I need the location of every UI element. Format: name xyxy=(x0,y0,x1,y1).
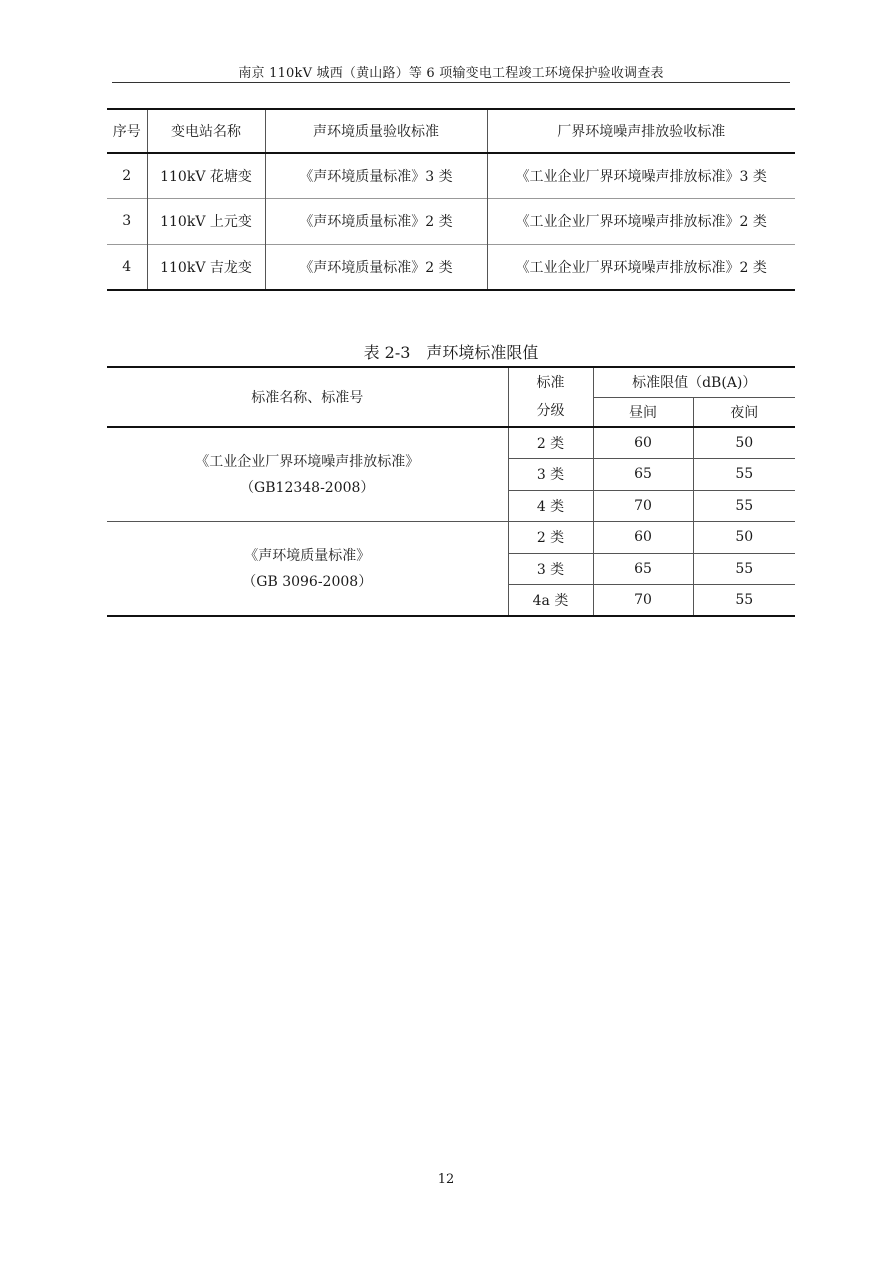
column-header-acoustic-standard: 声环境质量验收标准 xyxy=(265,109,487,153)
row-index: 4 xyxy=(107,244,147,290)
night-limit: 50 xyxy=(693,522,795,554)
column-header-limit: 标准限值（dB(A)） xyxy=(593,367,795,397)
day-limit: 60 xyxy=(593,522,693,554)
night-limit: 55 xyxy=(693,490,795,522)
grade-header-line1: 标准 xyxy=(536,375,565,391)
standard-name: 《工业企业厂界环境噪声排放标准》 xyxy=(195,453,420,470)
row-index: 2 xyxy=(107,153,147,199)
boundary-noise-standard: 《工业企业厂界环境噪声排放标准》3 类 xyxy=(515,169,767,185)
acoustic-standard: 《声环境质量标准》2 类 xyxy=(265,199,487,245)
header-rule xyxy=(112,82,790,83)
grade: 3 类 xyxy=(508,553,593,585)
row-index: 3 xyxy=(107,199,147,245)
day-limit: 65 xyxy=(593,459,693,491)
substation-name: 110kV 花塘变 xyxy=(147,153,265,199)
night-limit: 55 xyxy=(693,585,795,617)
noise-limit-table xyxy=(107,366,795,617)
table-row xyxy=(107,427,795,459)
grade: 2 类 xyxy=(508,427,593,459)
page-number: 12 xyxy=(437,1172,455,1187)
substation-standards-table xyxy=(107,108,795,291)
night-limit: 55 xyxy=(693,459,795,491)
substation-name: 110kV 吉龙变 xyxy=(147,244,265,290)
table-row xyxy=(107,153,795,199)
standard-name-cell xyxy=(107,427,508,522)
column-header-standard-name: 标准名称、标准号 xyxy=(107,367,508,427)
table-row xyxy=(107,244,795,290)
grade: 4a 类 xyxy=(508,585,593,617)
grade: 2 类 xyxy=(508,522,593,554)
day-limit: 70 xyxy=(593,585,693,617)
table-header-row xyxy=(107,367,795,397)
boundary-noise-standard: 《工业企业厂界环境噪声排放标准》2 类 xyxy=(487,199,795,245)
column-header-day: 昼间 xyxy=(593,397,693,427)
acoustic-standard: 《声环境质量标准》3 类 xyxy=(265,153,487,199)
table-row xyxy=(107,199,795,245)
boundary-noise-standard: 《工业企业厂界环境噪声排放标准》2 类 xyxy=(487,244,795,290)
table-caption: 表 2-3 声环境标准限值 xyxy=(363,343,539,362)
column-header-substation: 变电站名称 xyxy=(147,109,265,153)
document-header-title: 南京 110kV 城西（黄山路）等 6 项输变电工程竣工环境保护验收调查表 xyxy=(238,66,664,81)
table-row xyxy=(107,522,795,554)
day-limit: 65 xyxy=(593,553,693,585)
day-limit: 70 xyxy=(593,490,693,522)
column-header-grade xyxy=(508,367,593,427)
night-limit: 55 xyxy=(693,553,795,585)
column-header-index: 序号 xyxy=(107,109,147,153)
acoustic-standard: 《声环境质量标准》2 类 xyxy=(265,244,487,290)
table-header-row xyxy=(107,109,795,153)
standard-code: （GB 3096-2008） xyxy=(242,573,373,590)
standard-code: （GB12348-2008） xyxy=(240,479,375,496)
column-header-night: 夜间 xyxy=(693,397,795,427)
grade: 4 类 xyxy=(508,490,593,522)
standard-name-cell xyxy=(107,522,508,617)
day-limit: 60 xyxy=(593,427,693,459)
standard-name: 《声环境质量标准》 xyxy=(244,547,371,564)
substation-name: 110kV 上元变 xyxy=(147,199,265,245)
night-limit: 50 xyxy=(693,427,795,459)
column-header-boundary-noise-standard: 厂界环境噪声排放验收标准 xyxy=(487,109,795,153)
grade-header-line2: 分级 xyxy=(536,403,565,419)
grade: 3 类 xyxy=(508,459,593,491)
